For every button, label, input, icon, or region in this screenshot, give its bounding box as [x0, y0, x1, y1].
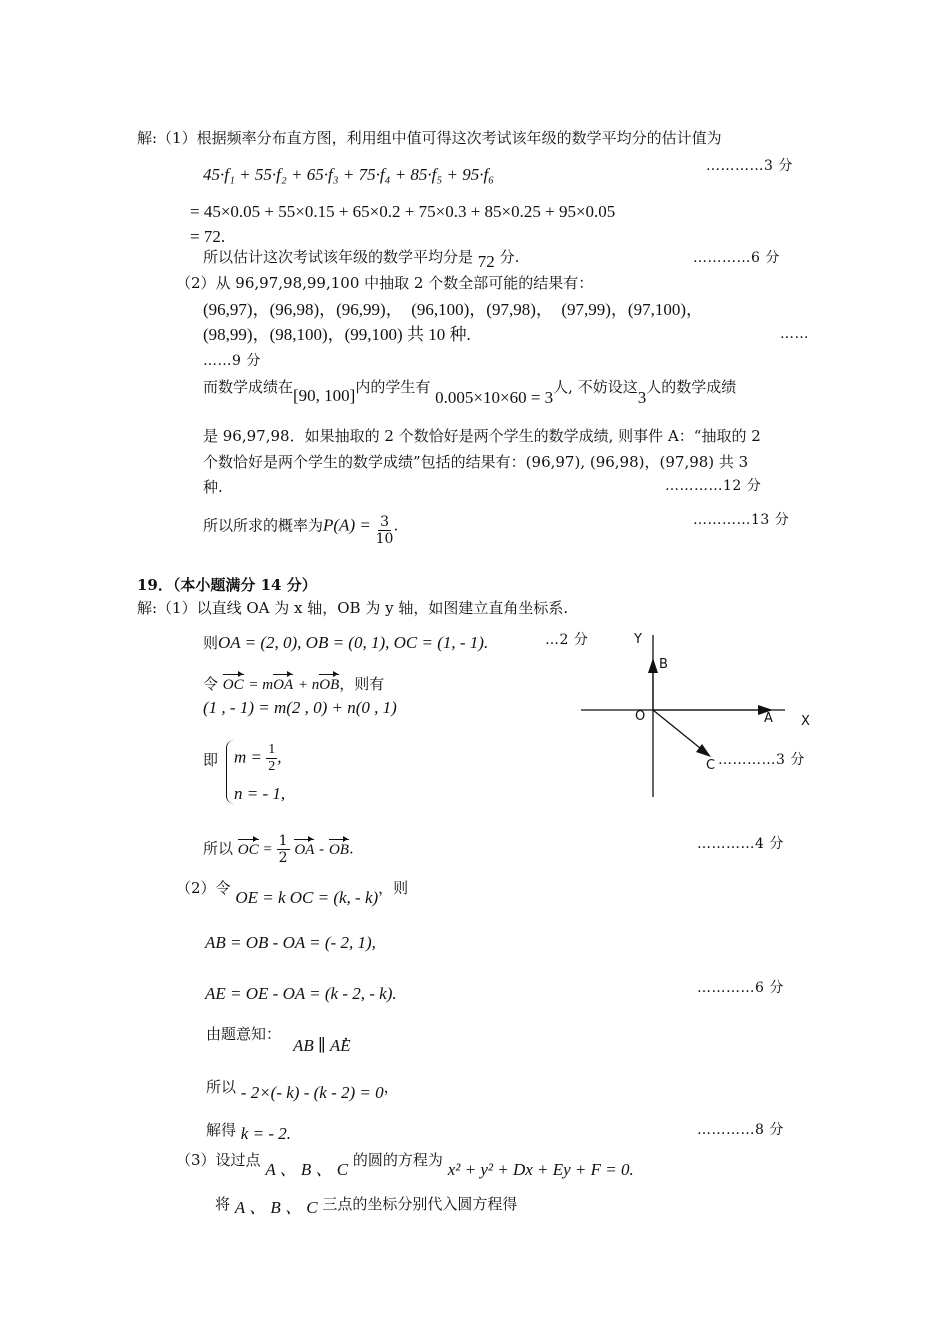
p18-conclusion-prefix: 所以估计这次考试该年级的数学平均分是 — [203, 248, 474, 266]
p19-result-num: 1 — [278, 833, 288, 849]
p19-score-4: …………4 分 — [697, 836, 784, 852]
p19-part3-line2-prefix: 将 — [215, 1195, 231, 1213]
p18-part2-line4-b: 内的学生有 — [355, 378, 431, 396]
p18-part2-line4-d: 人的数学成绩 — [646, 378, 737, 396]
vector-oc — [653, 710, 700, 748]
p19-vec-ob: OB — [319, 677, 340, 693]
p19-part2-oe: OE = k OC = (k, - k) — [235, 888, 379, 907]
p19-part2-let — [176, 878, 409, 907]
p19-let-eq: = m — [248, 677, 274, 693]
label-c: C — [706, 758, 716, 773]
p19-system-m — [234, 742, 282, 775]
p19-result-prefix: 所以 — [203, 839, 234, 858]
p19-sys-m-num: 1 — [268, 742, 276, 757]
p18-eq-result: = 72. — [190, 227, 226, 246]
coordinate-figure — [575, 625, 825, 805]
p19-sys-m-den: 2 — [268, 759, 276, 774]
p18-prob-fraction — [376, 514, 394, 547]
p19-vec-oa: OA — [273, 677, 294, 693]
p19-part2-ab: AB = OB - OA = (- 2, 1), — [205, 933, 376, 952]
p19-solve-prefix: 解得 — [206, 1121, 237, 1139]
label-o: O — [635, 709, 646, 724]
p19-solve — [206, 1120, 291, 1143]
p18-conclusion-suffix: 分. — [499, 248, 520, 266]
p18-conclusion — [203, 247, 520, 271]
p19-coords — [203, 633, 488, 653]
p19-part3-line2-points: A 、 B 、 C — [234, 1198, 318, 1217]
p19-score-3: …………3 分 — [718, 752, 805, 768]
label-b: B — [659, 657, 668, 672]
p18-prob-end: . — [393, 516, 399, 535]
p19-so-comma: ， — [383, 1078, 399, 1096]
p19-coords-values: OA = (2, 0), OB = (0, 1), OC = (1, - 1). — [218, 633, 489, 652]
p19-result-minus: - — [319, 841, 325, 858]
p18-prob-den: 10 — [375, 531, 394, 547]
p19-result-vec-ob: OB — [328, 841, 349, 858]
p19-vec-oc: OC — [222, 677, 244, 693]
p19-let — [203, 674, 384, 695]
p19-sys-m-end: , — [277, 747, 282, 767]
p18-conclusion-value: 72 — [477, 252, 495, 271]
p18-probability — [203, 510, 399, 547]
p18-calc: 0.005×10×60 = 3 — [435, 388, 554, 407]
p19-so-eq: - 2×(- k) - (k - 2) = 0 — [240, 1083, 384, 1102]
p18-part2-line4-c: 人, 不妨设这 — [553, 378, 638, 396]
p18-intro: 解:（1）根据频率分布直方图，利用组中值可得这次考试该年级的数学平均分的估计值为 — [137, 129, 722, 147]
p19-part3-mid: 的圆的方程为 — [352, 1151, 443, 1169]
arrowhead-b — [648, 658, 658, 673]
label-x: X — [801, 714, 810, 729]
p18-part2-line4 — [203, 377, 737, 407]
p18-score-9-lead: …… — [780, 326, 809, 342]
p19-score-8: …………8 分 — [697, 1122, 784, 1138]
p19-intro: 解:（1）以直线 OA 为 x 轴，OB 为 y 轴，如图建立直角坐标系. — [137, 599, 569, 617]
p19-part3-points: A 、 B 、 C — [265, 1160, 349, 1179]
p19-part3-line2 — [215, 1194, 518, 1217]
p18-score-6: …………6 分 — [693, 250, 780, 266]
p19-solve-eq: k = - 2. — [240, 1124, 291, 1143]
p18-prob-prefix: 所以所求的概率为 — [203, 516, 324, 535]
p19-coords-prefix: 则 — [203, 634, 219, 652]
p18-part2-pairs-line1: (96,97)，(96,98)，(96,99)， (96,100)，(97,98)， (97,99)，(97,100)， — [203, 300, 704, 319]
p18-interval: [90, 100] — [293, 386, 356, 405]
p19-given-text: 由题意知： — [206, 1025, 274, 1043]
p19-let-plus: + n — [297, 677, 320, 693]
p18-count: 3 — [637, 388, 647, 407]
p19-parallel: AB ∥ AE — [293, 1036, 351, 1055]
p19-given-comma: ， — [343, 1025, 359, 1043]
p18-eq-numeric: = 45×0.05 + 55×0.15 + 65×0.2 + 75×0.3 + 85×0.25 + 95×0.05 — [190, 202, 616, 221]
p19-so-prefix: 所以 — [206, 1078, 237, 1096]
p18-prob-num: 3 — [380, 514, 389, 530]
p18-score-12: …………12 分 — [665, 478, 762, 494]
p19-let-prefix: 令 — [203, 675, 219, 693]
p19-part2-prefix: （2）令 — [176, 879, 231, 897]
p19-result-end: . — [348, 839, 354, 858]
p19-result-den: 2 — [278, 850, 288, 866]
p19-part2-then: ，则 — [378, 879, 409, 897]
p19-part3-line1 — [176, 1150, 634, 1179]
label-a: A — [764, 711, 773, 726]
p19-part3-line2-suffix: 三点的坐标分别代入圆方程得 — [322, 1195, 518, 1213]
p19-result — [203, 833, 354, 866]
p18-score-9: ……9 分 — [203, 353, 261, 369]
p19-result-eq: = — [263, 841, 272, 858]
p19-part3-prefix: （3）设过点 — [176, 1151, 261, 1169]
p19-score-2: …2 分 — [545, 632, 589, 648]
p19-let-suffix: ，则有 — [339, 675, 385, 693]
label-y: Y — [634, 632, 642, 647]
p18-score-13: …………13 分 — [693, 512, 790, 528]
p18-prob-lhs: P(A) = — [323, 515, 371, 535]
p19-eq-mn: (1 , - 1) = m(2 , 0) + n(0 , 1) — [203, 698, 397, 717]
p19-part2-ae: AE = OE - OA = (k - 2, - k). — [205, 984, 397, 1003]
p19-score-6: …………6 分 — [697, 980, 784, 996]
p19-heading: 19．（本小题满分 14 分） — [137, 576, 317, 594]
p19-part3-eq: x² + y² + Dx + Ey + F = 0. — [447, 1160, 634, 1179]
p18-eq-weighted-sum: 45·f₁ + 55·f₂ + 65·f₃ + 75·f₄ + 85·f₅ + 95·f₆ — [203, 165, 495, 184]
p19-sys-m-fraction — [266, 742, 277, 775]
p19-system-n: n = - 1, — [234, 784, 286, 803]
p19-result-vec-oc: OC — [237, 841, 259, 858]
p18-part2-line5: 是 96,97,98．如果抽取的 2 个数恰好是两个学生的数学成绩, 则事件 A：“抽取的 2 — [203, 427, 761, 445]
p19-sys-m-lhs: m = — [234, 747, 262, 767]
p18-part2-line4-a: 而数学成绩在 — [203, 378, 294, 396]
p18-part2-line7: 种. — [203, 478, 223, 496]
p18-score-3: …………3 分 — [706, 158, 793, 174]
p19-result-fraction — [277, 833, 290, 866]
p19-system-prefix: 即 — [203, 751, 219, 769]
p19-so — [206, 1077, 399, 1102]
p19-result-vec-oa: OA — [294, 841, 315, 858]
p18-part2-line1: （2）从 96,97,98,99,100 中抽取 2 个数全部可能的结果有： — [176, 274, 594, 292]
p18-part2-pairs-line2: (98,99)，(98,100)，(99,100) 共 10 种. — [203, 325, 471, 344]
p18-part2-line6: 个数恰好是两个学生的数学成绩”包括的结果有：(96,97), (96,98)，(97,98) 共 3 — [203, 453, 749, 471]
